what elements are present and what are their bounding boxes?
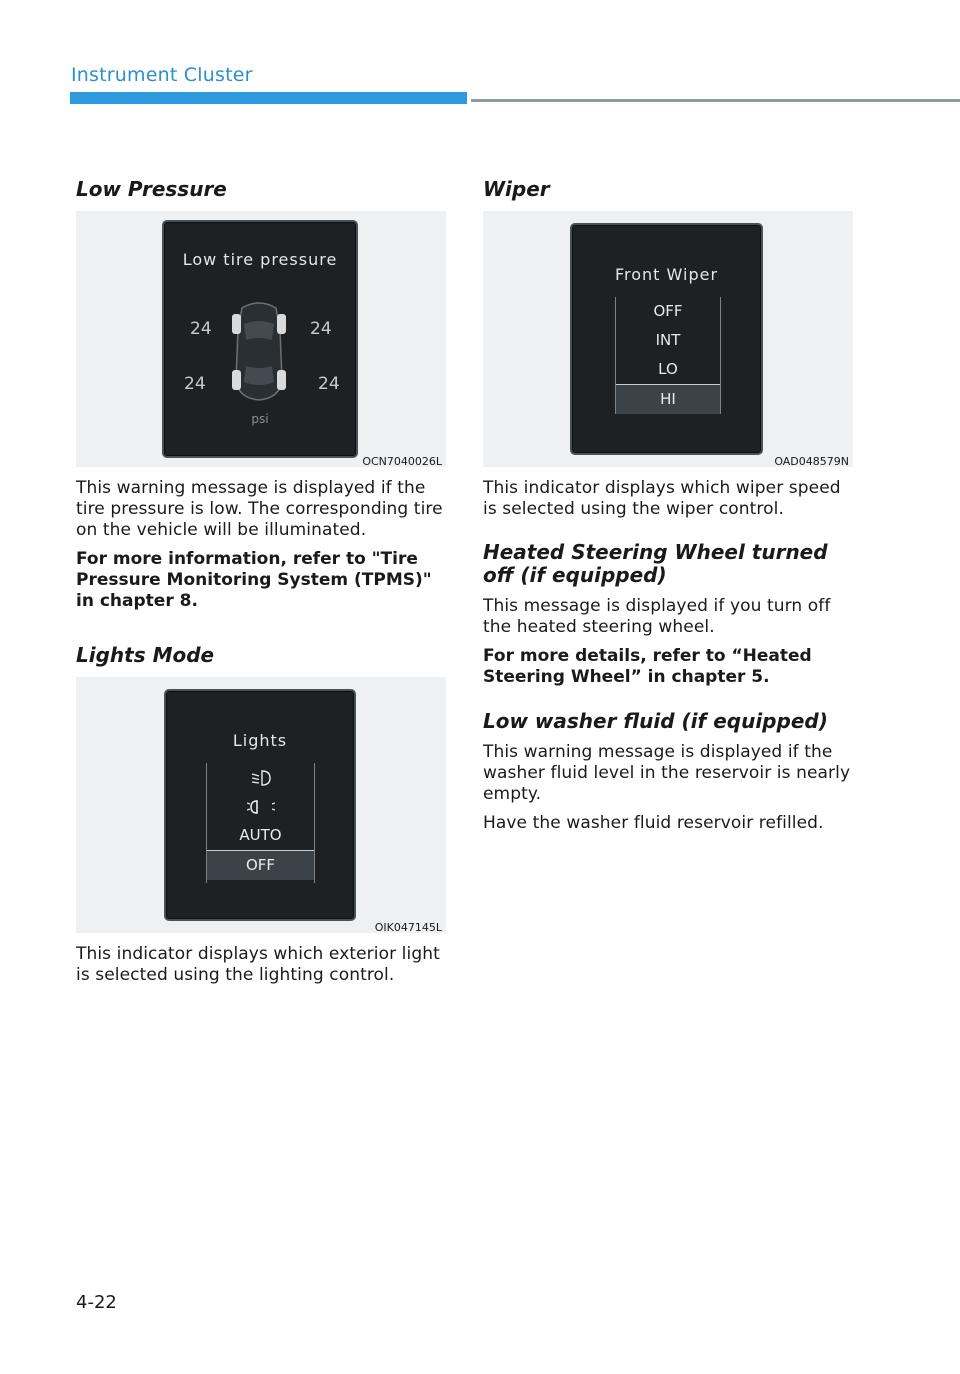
screen-title: Front Wiper bbox=[614, 265, 719, 284]
screen-title: Lights bbox=[232, 731, 288, 750]
low-pressure-body: This warning message is displayed if the tire pressure is low. The corresponding tire on the vehicle will be illuminated. bbox=[76, 478, 443, 540]
low-washer-body: This warning message is displayed if the washer fluid level in the reservoir is nearly empty. bbox=[483, 742, 851, 804]
lights-menu bbox=[206, 763, 315, 883]
low-pressure-figure bbox=[76, 211, 446, 467]
low-pressure-reference: For more information, refer to "Tire Pressure Monitoring System (TPMS)" in chapter 8. bbox=[76, 549, 432, 611]
right-column bbox=[483, 177, 853, 834]
lights-option-off: OFF bbox=[207, 850, 314, 880]
wiper-heading: Wiper bbox=[483, 177, 550, 201]
left-column bbox=[76, 177, 446, 986]
screen-title: Low tire pressure bbox=[182, 250, 338, 269]
lights-mode-figure bbox=[76, 677, 446, 933]
wiper-option-off: OFF bbox=[653, 302, 683, 320]
pressure-unit: psi bbox=[251, 412, 269, 426]
lights-option-position bbox=[207, 792, 314, 821]
tire-value-front-left: 24 bbox=[190, 319, 212, 339]
figure-code: OAD048579N bbox=[774, 455, 849, 468]
header-rule bbox=[471, 99, 960, 102]
wiper-menu bbox=[615, 297, 721, 414]
lights-screen bbox=[164, 689, 356, 921]
wiper-body: This indicator displays which wiper speed is selected using the wiper control. bbox=[483, 478, 841, 519]
figure-code: OIK047145L bbox=[374, 921, 442, 934]
section-title: Instrument Cluster bbox=[71, 64, 253, 86]
tire-value-rear-left: 24 bbox=[184, 374, 206, 394]
lights-option-low-beam bbox=[207, 763, 314, 792]
lights-mode-heading: Lights Mode bbox=[76, 643, 215, 667]
wiper-option-lo: LO bbox=[658, 360, 678, 378]
page-number: 4-22 bbox=[76, 1292, 117, 1313]
low-pressure-heading: Low Pressure bbox=[76, 177, 227, 201]
lights-option-auto: AUTO bbox=[239, 826, 282, 844]
lights-mode-body: This indicator displays which exterior light is selected using the lighting control. bbox=[76, 944, 440, 985]
wiper-option-hi: HI bbox=[616, 384, 720, 414]
tire-value-rear-right: 24 bbox=[318, 374, 340, 394]
tire-value-front-right: 24 bbox=[310, 319, 332, 339]
tire-pressure-screen bbox=[162, 220, 358, 458]
wiper-screen bbox=[570, 223, 763, 455]
low-washer-heading: Low washer fluid (if equipped) bbox=[483, 709, 828, 733]
low-beam-icon bbox=[250, 769, 272, 787]
wiper-option-int: INT bbox=[655, 331, 681, 349]
position-lamp-icon bbox=[247, 798, 275, 816]
header-accent-bar bbox=[70, 92, 467, 104]
heated-steering-reference: For more details, refer to “Heated Steering Wheel” in chapter 5. bbox=[483, 646, 812, 687]
car-top-view-icon bbox=[226, 300, 292, 404]
heated-steering-heading: Heated Steering Wheel turned off (if equipped) bbox=[483, 540, 828, 587]
low-washer-body-2: Have the washer fluid reservoir refilled. bbox=[483, 813, 824, 833]
heated-steering-body: This message is displayed if you turn off the heated steering wheel. bbox=[483, 596, 831, 637]
figure-code: OCN7040026L bbox=[362, 455, 442, 468]
wiper-figure bbox=[483, 211, 853, 467]
